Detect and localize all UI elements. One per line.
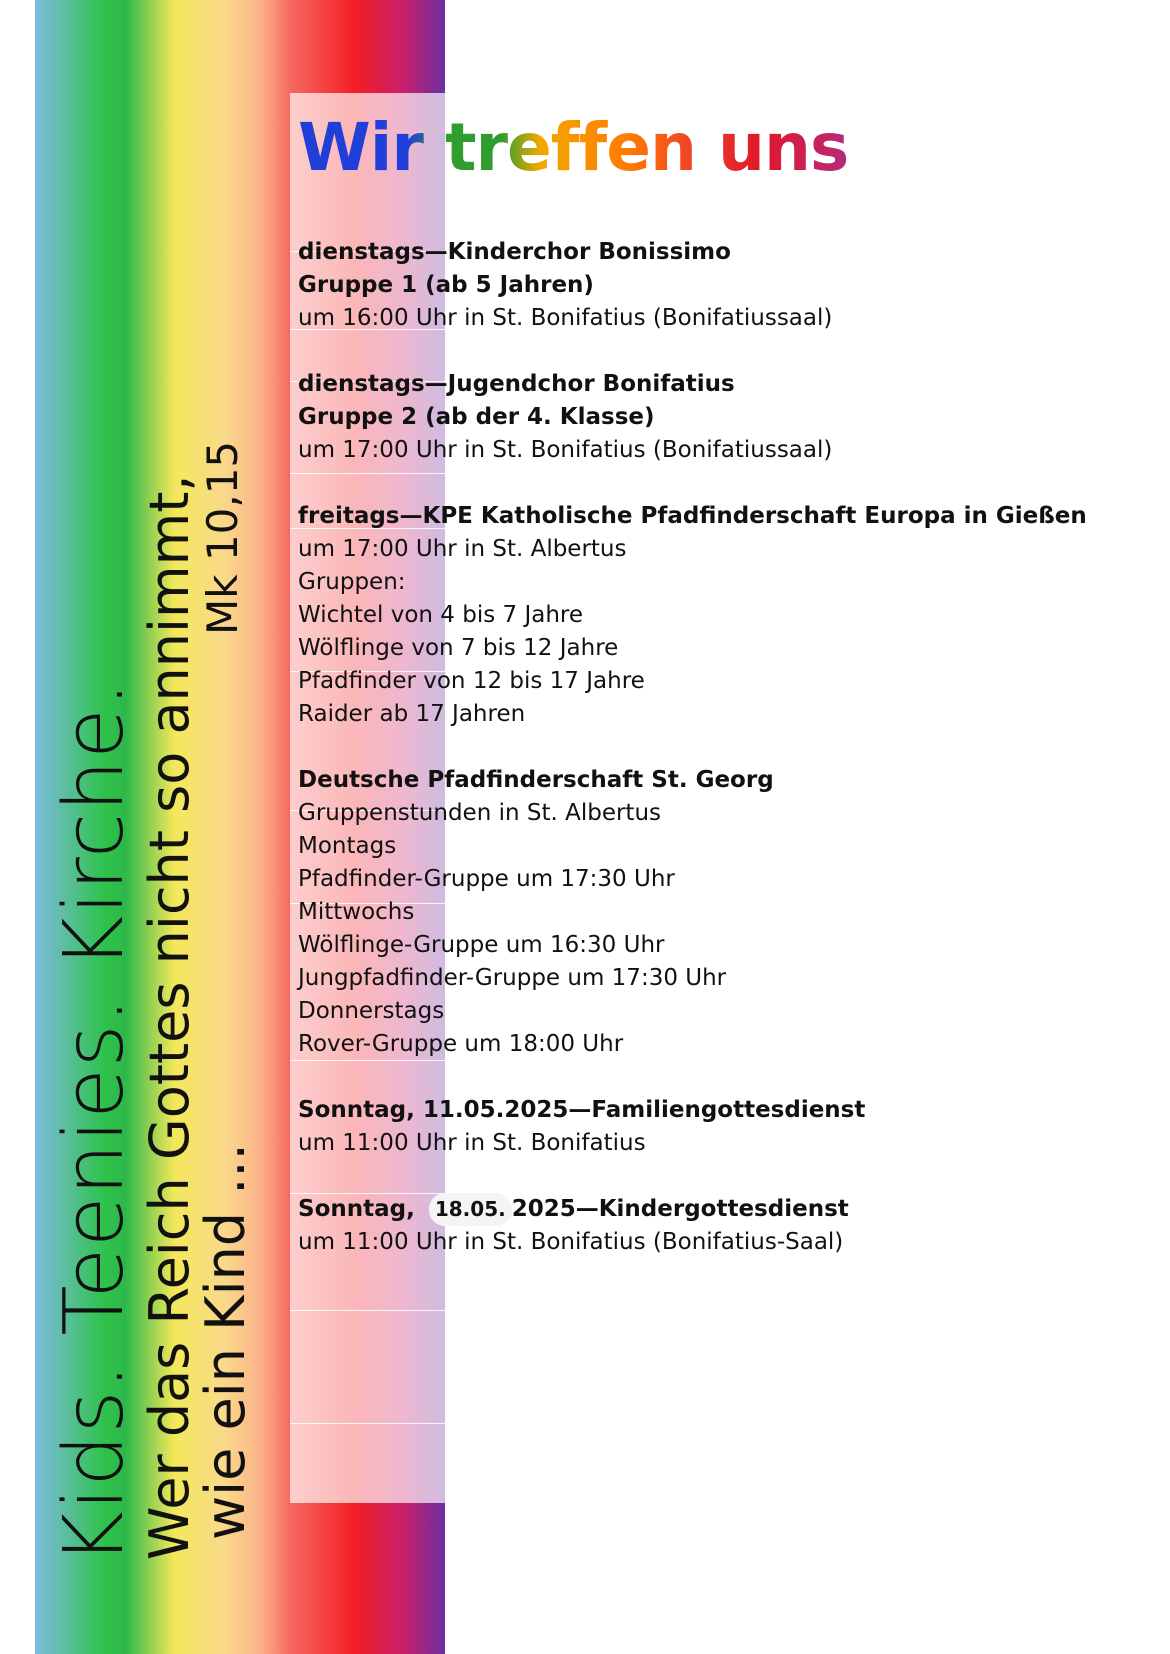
event-kpe: [298, 500, 1158, 731]
schedule-item: Mittwochs: [298, 899, 415, 925]
group-item: Wichtel von 4 bis 7 Jahre: [298, 602, 584, 628]
group-item: Pfadfinder von 12 bis 17 Jahre: [298, 668, 645, 694]
event-detail: Gruppenstunden in St. Albertus: [298, 800, 662, 826]
side-quote-line2: wie ein Kind ...: [194, 1143, 257, 1540]
event-familiengottesdienst: [298, 1094, 1158, 1160]
event-kinderchor: [298, 236, 1158, 335]
event-detail: um 11:00 Uhr in St. Bonifatius (Bonifatius-Saal): [298, 1229, 844, 1255]
event-jugendchor: [298, 368, 1158, 467]
event-kindergottesdienst: [298, 1193, 1158, 1259]
event-subtitle: Gruppe 2 (ab der 4. Klasse): [298, 404, 655, 430]
event-title: dienstags—Kinderchor Bonissimo: [298, 239, 731, 265]
side-quote-line1: Wer das Reich Gottes nicht so annimmt,: [138, 474, 201, 1560]
event-title: freitags—KPE Katholische Pfadfinderschaft Europa in Gießen: [298, 503, 1087, 529]
group-item: Raider ab 17 Jahren: [298, 701, 526, 727]
side-reference: Mk 10,15: [198, 440, 247, 635]
group-item: Wölflinge von 7 bis 12 Jahre: [298, 635, 619, 661]
panel-divider: [290, 1310, 445, 1311]
side-title: Kids. Teenies. Kirche.: [47, 680, 142, 1565]
page-title: Wir treffen uns: [298, 109, 849, 186]
event-dpsg: [298, 764, 1158, 1061]
event-detail: um 11:00 Uhr in St. Bonifatius: [298, 1130, 646, 1156]
event-detail: um 17:00 Uhr in St. Bonifatius (Bonifatiussaal): [298, 437, 833, 463]
schedule-item: Wölflinge-Gruppe um 16:30 Uhr: [298, 932, 665, 958]
event-subtitle: Gruppe 1 (ab 5 Jahren): [298, 272, 594, 298]
event-title-rest: 2025—Kindergottesdienst: [511, 1196, 849, 1222]
event-title: Sonntag, 11.05.2025—Familiengottesdienst: [298, 1097, 866, 1123]
event-title-prefix: Sonntag,: [298, 1196, 415, 1222]
schedule-item: Rover-Gruppe um 18:00 Uhr: [298, 1031, 624, 1057]
event-title: dienstags—Jugendchor Bonifatius: [298, 371, 735, 397]
event-detail: um 16:00 Uhr in St. Bonifatius (Bonifatiussaal): [298, 305, 833, 331]
schedule-item: Montags: [298, 833, 397, 859]
event-date-correction: 18.05.: [429, 1193, 512, 1226]
schedule-item: Pfadfinder-Gruppe um 17:30 Uhr: [298, 866, 675, 892]
panel-divider: [290, 1423, 445, 1424]
event-title: Deutsche Pfadfinderschaft St. Georg: [298, 767, 774, 793]
event-title: [298, 1193, 1158, 1226]
schedule-item: Jungpfadfinder-Gruppe um 17:30 Uhr: [298, 965, 727, 991]
event-list: [298, 236, 1158, 1292]
groups-label: Gruppen:: [298, 569, 406, 595]
schedule-item: Donnerstags: [298, 998, 445, 1024]
event-detail: um 17:00 Uhr in St. Albertus: [298, 536, 627, 562]
